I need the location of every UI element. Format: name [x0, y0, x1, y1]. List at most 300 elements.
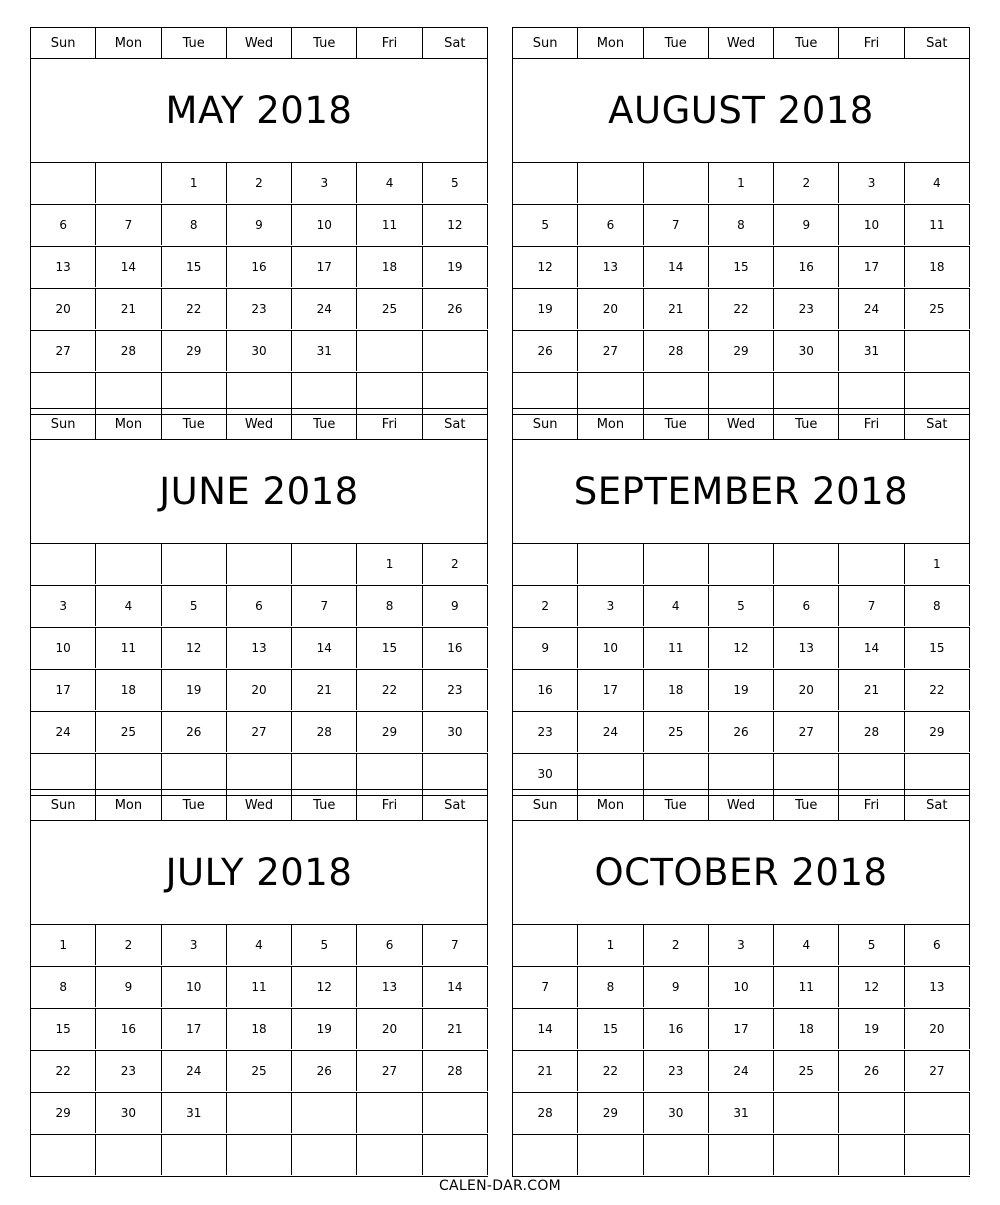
day-cell	[578, 1135, 643, 1175]
day-cell	[513, 373, 578, 413]
day-cell	[513, 544, 578, 584]
day-cell	[292, 544, 357, 584]
week-row	[31, 247, 488, 289]
day-cell: 9	[96, 967, 161, 1007]
week-row	[31, 967, 488, 1009]
weekday-label: Tue	[774, 409, 839, 439]
day-cell: 14	[423, 967, 488, 1007]
day-cell: 6	[357, 925, 422, 965]
day-cell	[644, 544, 709, 584]
weekday-label: Tue	[644, 409, 709, 439]
day-cell: 13	[905, 967, 970, 1007]
week-row	[31, 1009, 488, 1051]
day-cell	[292, 1093, 357, 1133]
day-cell: 5	[292, 925, 357, 965]
day-cell: 19	[839, 1009, 904, 1049]
day-cell: 6	[578, 205, 643, 245]
day-cell: 25	[774, 1051, 839, 1091]
weekday-label: Tue	[774, 28, 839, 58]
day-cell	[96, 754, 161, 794]
day-cell: 30	[644, 1093, 709, 1133]
day-cell: 13	[31, 247, 96, 287]
day-cell: 27	[227, 712, 292, 752]
day-cell: 20	[905, 1009, 970, 1049]
day-cell: 24	[292, 289, 357, 329]
weekday-header-row	[30, 27, 488, 58]
day-grid	[512, 163, 970, 415]
week-row	[31, 628, 488, 670]
day-cell: 22	[31, 1051, 96, 1091]
day-cell: 7	[292, 586, 357, 626]
day-grid	[30, 163, 488, 415]
weekday-label: Tue	[162, 28, 227, 58]
day-cell	[513, 925, 578, 965]
week-row	[513, 628, 970, 670]
day-cell: 26	[292, 1051, 357, 1091]
month-calendar-august	[512, 27, 970, 410]
weekday-label: Wed	[709, 409, 774, 439]
day-cell: 16	[644, 1009, 709, 1049]
day-cell: 1	[578, 925, 643, 965]
day-cell: 23	[644, 1051, 709, 1091]
day-cell: 10	[162, 967, 227, 1007]
day-cell	[644, 1135, 709, 1175]
day-cell	[162, 754, 227, 794]
day-cell: 17	[709, 1009, 774, 1049]
day-cell: 25	[905, 289, 970, 329]
day-cell	[423, 754, 488, 794]
day-cell: 17	[839, 247, 904, 287]
month-title: JULY 2018	[30, 820, 488, 925]
day-cell: 20	[31, 289, 96, 329]
day-cell: 11	[774, 967, 839, 1007]
day-cell: 2	[96, 925, 161, 965]
weekday-label: Tue	[162, 790, 227, 820]
day-cell: 3	[709, 925, 774, 965]
day-cell: 11	[227, 967, 292, 1007]
day-cell: 8	[31, 967, 96, 1007]
weekday-label: Mon	[96, 28, 161, 58]
day-cell: 4	[644, 586, 709, 626]
day-cell	[709, 754, 774, 794]
day-cell	[162, 1135, 227, 1175]
day-cell: 3	[162, 925, 227, 965]
day-cell	[31, 1135, 96, 1175]
day-cell: 23	[513, 712, 578, 752]
day-cell: 7	[644, 205, 709, 245]
day-cell: 7	[96, 205, 161, 245]
week-row	[31, 712, 488, 754]
day-cell: 12	[839, 967, 904, 1007]
day-cell: 20	[774, 670, 839, 710]
day-cell: 24	[162, 1051, 227, 1091]
day-cell	[905, 754, 970, 794]
day-cell: 31	[709, 1093, 774, 1133]
day-cell: 26	[839, 1051, 904, 1091]
day-cell: 17	[31, 670, 96, 710]
day-cell: 25	[227, 1051, 292, 1091]
day-cell: 15	[905, 628, 970, 668]
day-cell: 3	[292, 163, 357, 203]
month-title: OCTOBER 2018	[512, 820, 970, 925]
week-row	[513, 712, 970, 754]
day-cell: 13	[357, 967, 422, 1007]
weekday-label: Tue	[644, 790, 709, 820]
day-cell: 9	[644, 967, 709, 1007]
weekday-label: Sun	[513, 409, 578, 439]
week-row	[31, 544, 488, 586]
day-cell: 13	[774, 628, 839, 668]
weekday-label: Wed	[227, 409, 292, 439]
day-cell: 5	[513, 205, 578, 245]
day-cell: 15	[709, 247, 774, 287]
day-cell: 12	[292, 967, 357, 1007]
day-cell: 8	[357, 586, 422, 626]
day-cell: 22	[357, 670, 422, 710]
day-cell: 20	[357, 1009, 422, 1049]
day-cell	[96, 1135, 161, 1175]
week-row	[513, 331, 970, 373]
day-cell: 28	[839, 712, 904, 752]
day-cell: 10	[709, 967, 774, 1007]
day-cell	[31, 163, 96, 203]
day-cell: 18	[905, 247, 970, 287]
week-row	[513, 586, 970, 628]
day-cell	[357, 373, 422, 413]
day-cell: 17	[162, 1009, 227, 1049]
month-calendar-september	[512, 408, 970, 791]
day-cell: 8	[578, 967, 643, 1007]
week-row	[513, 544, 970, 586]
day-cell: 4	[227, 925, 292, 965]
day-cell: 4	[774, 925, 839, 965]
day-cell: 5	[162, 586, 227, 626]
day-cell: 23	[96, 1051, 161, 1091]
day-cell: 21	[513, 1051, 578, 1091]
weekday-label: Tue	[292, 409, 357, 439]
day-cell: 16	[227, 247, 292, 287]
day-cell: 13	[227, 628, 292, 668]
weekday-label: Sun	[31, 28, 96, 58]
day-cell: 18	[774, 1009, 839, 1049]
week-row	[31, 1051, 488, 1093]
day-cell	[578, 163, 643, 203]
day-cell: 24	[578, 712, 643, 752]
weekday-label: Mon	[96, 409, 161, 439]
day-cell: 4	[905, 163, 970, 203]
week-row	[31, 1135, 488, 1177]
week-row	[513, 289, 970, 331]
day-grid	[512, 544, 970, 796]
day-cell: 5	[709, 586, 774, 626]
day-cell: 1	[709, 163, 774, 203]
day-cell: 26	[423, 289, 488, 329]
day-cell: 20	[227, 670, 292, 710]
weekday-label: Fri	[839, 409, 904, 439]
week-row	[513, 1009, 970, 1051]
day-cell: 18	[96, 670, 161, 710]
day-cell: 10	[578, 628, 643, 668]
day-cell: 31	[162, 1093, 227, 1133]
day-cell	[905, 1135, 970, 1175]
week-row	[513, 247, 970, 289]
day-cell	[905, 373, 970, 413]
day-cell: 26	[709, 712, 774, 752]
day-cell: 16	[774, 247, 839, 287]
weekday-label: Wed	[227, 790, 292, 820]
weekday-label: Mon	[96, 790, 161, 820]
footer-site-label: CALEN-DAR.COM	[438, 1178, 562, 1194]
day-cell: 6	[31, 205, 96, 245]
day-cell	[839, 373, 904, 413]
day-cell: 6	[774, 586, 839, 626]
day-cell: 14	[644, 247, 709, 287]
day-cell	[96, 373, 161, 413]
day-cell: 29	[578, 1093, 643, 1133]
day-cell: 23	[423, 670, 488, 710]
day-cell: 7	[839, 586, 904, 626]
day-cell: 19	[162, 670, 227, 710]
day-cell: 1	[31, 925, 96, 965]
day-cell	[227, 373, 292, 413]
month-calendar-may	[30, 27, 488, 410]
day-cell: 19	[709, 670, 774, 710]
weekday-label: Sun	[31, 409, 96, 439]
weekday-label: Sat	[423, 28, 488, 58]
day-cell	[423, 1135, 488, 1175]
day-cell	[31, 544, 96, 584]
day-cell: 28	[423, 1051, 488, 1091]
day-cell	[162, 544, 227, 584]
day-cell: 2	[774, 163, 839, 203]
day-cell	[357, 1093, 422, 1133]
day-cell: 19	[423, 247, 488, 287]
day-cell	[292, 754, 357, 794]
day-cell: 19	[513, 289, 578, 329]
day-cell: 16	[423, 628, 488, 668]
day-cell	[644, 373, 709, 413]
day-cell: 28	[644, 331, 709, 371]
day-cell	[709, 373, 774, 413]
day-cell: 28	[513, 1093, 578, 1133]
day-grid	[512, 925, 970, 1177]
day-cell: 28	[292, 712, 357, 752]
day-cell	[227, 1135, 292, 1175]
day-grid	[30, 925, 488, 1177]
weekday-label: Tue	[774, 790, 839, 820]
day-cell: 14	[292, 628, 357, 668]
month-calendar-june	[30, 408, 488, 791]
day-cell: 1	[357, 544, 422, 584]
week-row	[31, 1093, 488, 1135]
day-cell: 14	[513, 1009, 578, 1049]
day-cell: 1	[905, 544, 970, 584]
day-cell: 9	[513, 628, 578, 668]
day-cell: 22	[709, 289, 774, 329]
day-cell	[227, 754, 292, 794]
day-cell: 19	[292, 1009, 357, 1049]
day-cell: 29	[905, 712, 970, 752]
day-cell: 4	[357, 163, 422, 203]
day-cell: 21	[292, 670, 357, 710]
day-cell: 22	[905, 670, 970, 710]
day-cell: 29	[357, 712, 422, 752]
weekday-label: Tue	[162, 409, 227, 439]
day-cell: 20	[578, 289, 643, 329]
day-cell: 16	[513, 670, 578, 710]
day-cell: 9	[774, 205, 839, 245]
weekday-label: Fri	[357, 790, 422, 820]
day-cell: 17	[578, 670, 643, 710]
weekday-label: Sun	[31, 790, 96, 820]
day-cell	[709, 544, 774, 584]
weekday-header-row	[30, 789, 488, 820]
day-cell	[513, 1135, 578, 1175]
week-row	[31, 163, 488, 205]
day-cell	[423, 1093, 488, 1133]
day-cell	[423, 373, 488, 413]
month-title: AUGUST 2018	[512, 58, 970, 163]
week-row	[513, 163, 970, 205]
day-cell: 18	[357, 247, 422, 287]
week-row	[31, 331, 488, 373]
week-row	[513, 1051, 970, 1093]
weekday-label: Fri	[839, 790, 904, 820]
weekday-label: Wed	[709, 28, 774, 58]
weekday-label: Fri	[357, 409, 422, 439]
day-cell: 31	[292, 331, 357, 371]
day-cell	[227, 1093, 292, 1133]
day-cell: 7	[423, 925, 488, 965]
day-cell: 9	[227, 205, 292, 245]
day-cell: 23	[774, 289, 839, 329]
weekday-header-row	[30, 408, 488, 439]
day-cell	[31, 754, 96, 794]
weekday-label: Fri	[357, 28, 422, 58]
week-row	[513, 670, 970, 712]
day-cell: 14	[96, 247, 161, 287]
day-cell: 21	[839, 670, 904, 710]
day-cell: 6	[227, 586, 292, 626]
day-cell: 17	[292, 247, 357, 287]
week-row	[513, 205, 970, 247]
day-cell: 11	[905, 205, 970, 245]
day-cell	[357, 331, 422, 371]
week-row	[513, 1093, 970, 1135]
day-cell: 15	[578, 1009, 643, 1049]
day-cell	[578, 754, 643, 794]
weekday-label: Mon	[578, 28, 643, 58]
day-cell	[31, 373, 96, 413]
day-cell	[709, 1135, 774, 1175]
week-row	[31, 925, 488, 967]
weekday-label: Wed	[227, 28, 292, 58]
day-cell: 2	[227, 163, 292, 203]
day-cell	[839, 1135, 904, 1175]
weekday-label: Sun	[513, 28, 578, 58]
day-cell	[905, 1093, 970, 1133]
week-row	[31, 586, 488, 628]
day-cell: 12	[423, 205, 488, 245]
day-cell: 29	[709, 331, 774, 371]
day-cell: 1	[162, 163, 227, 203]
day-cell: 9	[423, 586, 488, 626]
day-cell	[513, 163, 578, 203]
weekday-label: Tue	[292, 790, 357, 820]
day-cell	[839, 544, 904, 584]
day-cell: 11	[644, 628, 709, 668]
day-cell	[774, 754, 839, 794]
day-cell: 29	[31, 1093, 96, 1133]
day-cell: 31	[839, 331, 904, 371]
day-cell	[578, 544, 643, 584]
day-cell	[357, 754, 422, 794]
week-row	[513, 1135, 970, 1177]
day-cell	[96, 544, 161, 584]
day-cell: 12	[513, 247, 578, 287]
day-cell: 16	[96, 1009, 161, 1049]
weekday-header-row	[512, 27, 970, 58]
day-cell	[644, 163, 709, 203]
month-calendar-october	[512, 789, 970, 1172]
day-cell: 27	[31, 331, 96, 371]
day-cell: 13	[578, 247, 643, 287]
day-cell: 4	[96, 586, 161, 626]
day-cell: 21	[644, 289, 709, 329]
weekday-label: Sat	[905, 28, 970, 58]
day-cell: 5	[423, 163, 488, 203]
day-cell: 27	[357, 1051, 422, 1091]
day-cell: 23	[227, 289, 292, 329]
day-cell: 2	[513, 586, 578, 626]
day-cell: 15	[31, 1009, 96, 1049]
weekday-label: Sat	[423, 790, 488, 820]
day-cell: 10	[839, 205, 904, 245]
day-cell	[292, 1135, 357, 1175]
month-title: SEPTEMBER 2018	[512, 439, 970, 544]
day-cell: 18	[227, 1009, 292, 1049]
day-cell	[905, 331, 970, 371]
day-cell: 18	[644, 670, 709, 710]
weekday-label: Sat	[905, 409, 970, 439]
week-row	[31, 670, 488, 712]
month-title: JUNE 2018	[30, 439, 488, 544]
day-cell	[644, 754, 709, 794]
day-cell: 7	[513, 967, 578, 1007]
day-cell: 10	[292, 205, 357, 245]
weekday-label: Fri	[839, 28, 904, 58]
day-cell: 24	[709, 1051, 774, 1091]
month-title: MAY 2018	[30, 58, 488, 163]
day-cell: 21	[96, 289, 161, 329]
day-cell: 10	[31, 628, 96, 668]
day-cell: 15	[162, 247, 227, 287]
day-cell: 15	[357, 628, 422, 668]
weekday-label: Sat	[423, 409, 488, 439]
day-cell: 8	[709, 205, 774, 245]
weekday-label: Mon	[578, 790, 643, 820]
weekday-label: Tue	[292, 28, 357, 58]
weekday-header-row	[512, 408, 970, 439]
day-cell: 30	[227, 331, 292, 371]
day-cell: 22	[162, 289, 227, 329]
day-cell: 27	[774, 712, 839, 752]
day-cell	[839, 754, 904, 794]
day-cell: 2	[644, 925, 709, 965]
day-cell: 21	[423, 1009, 488, 1049]
day-cell: 3	[578, 586, 643, 626]
day-cell: 30	[96, 1093, 161, 1133]
